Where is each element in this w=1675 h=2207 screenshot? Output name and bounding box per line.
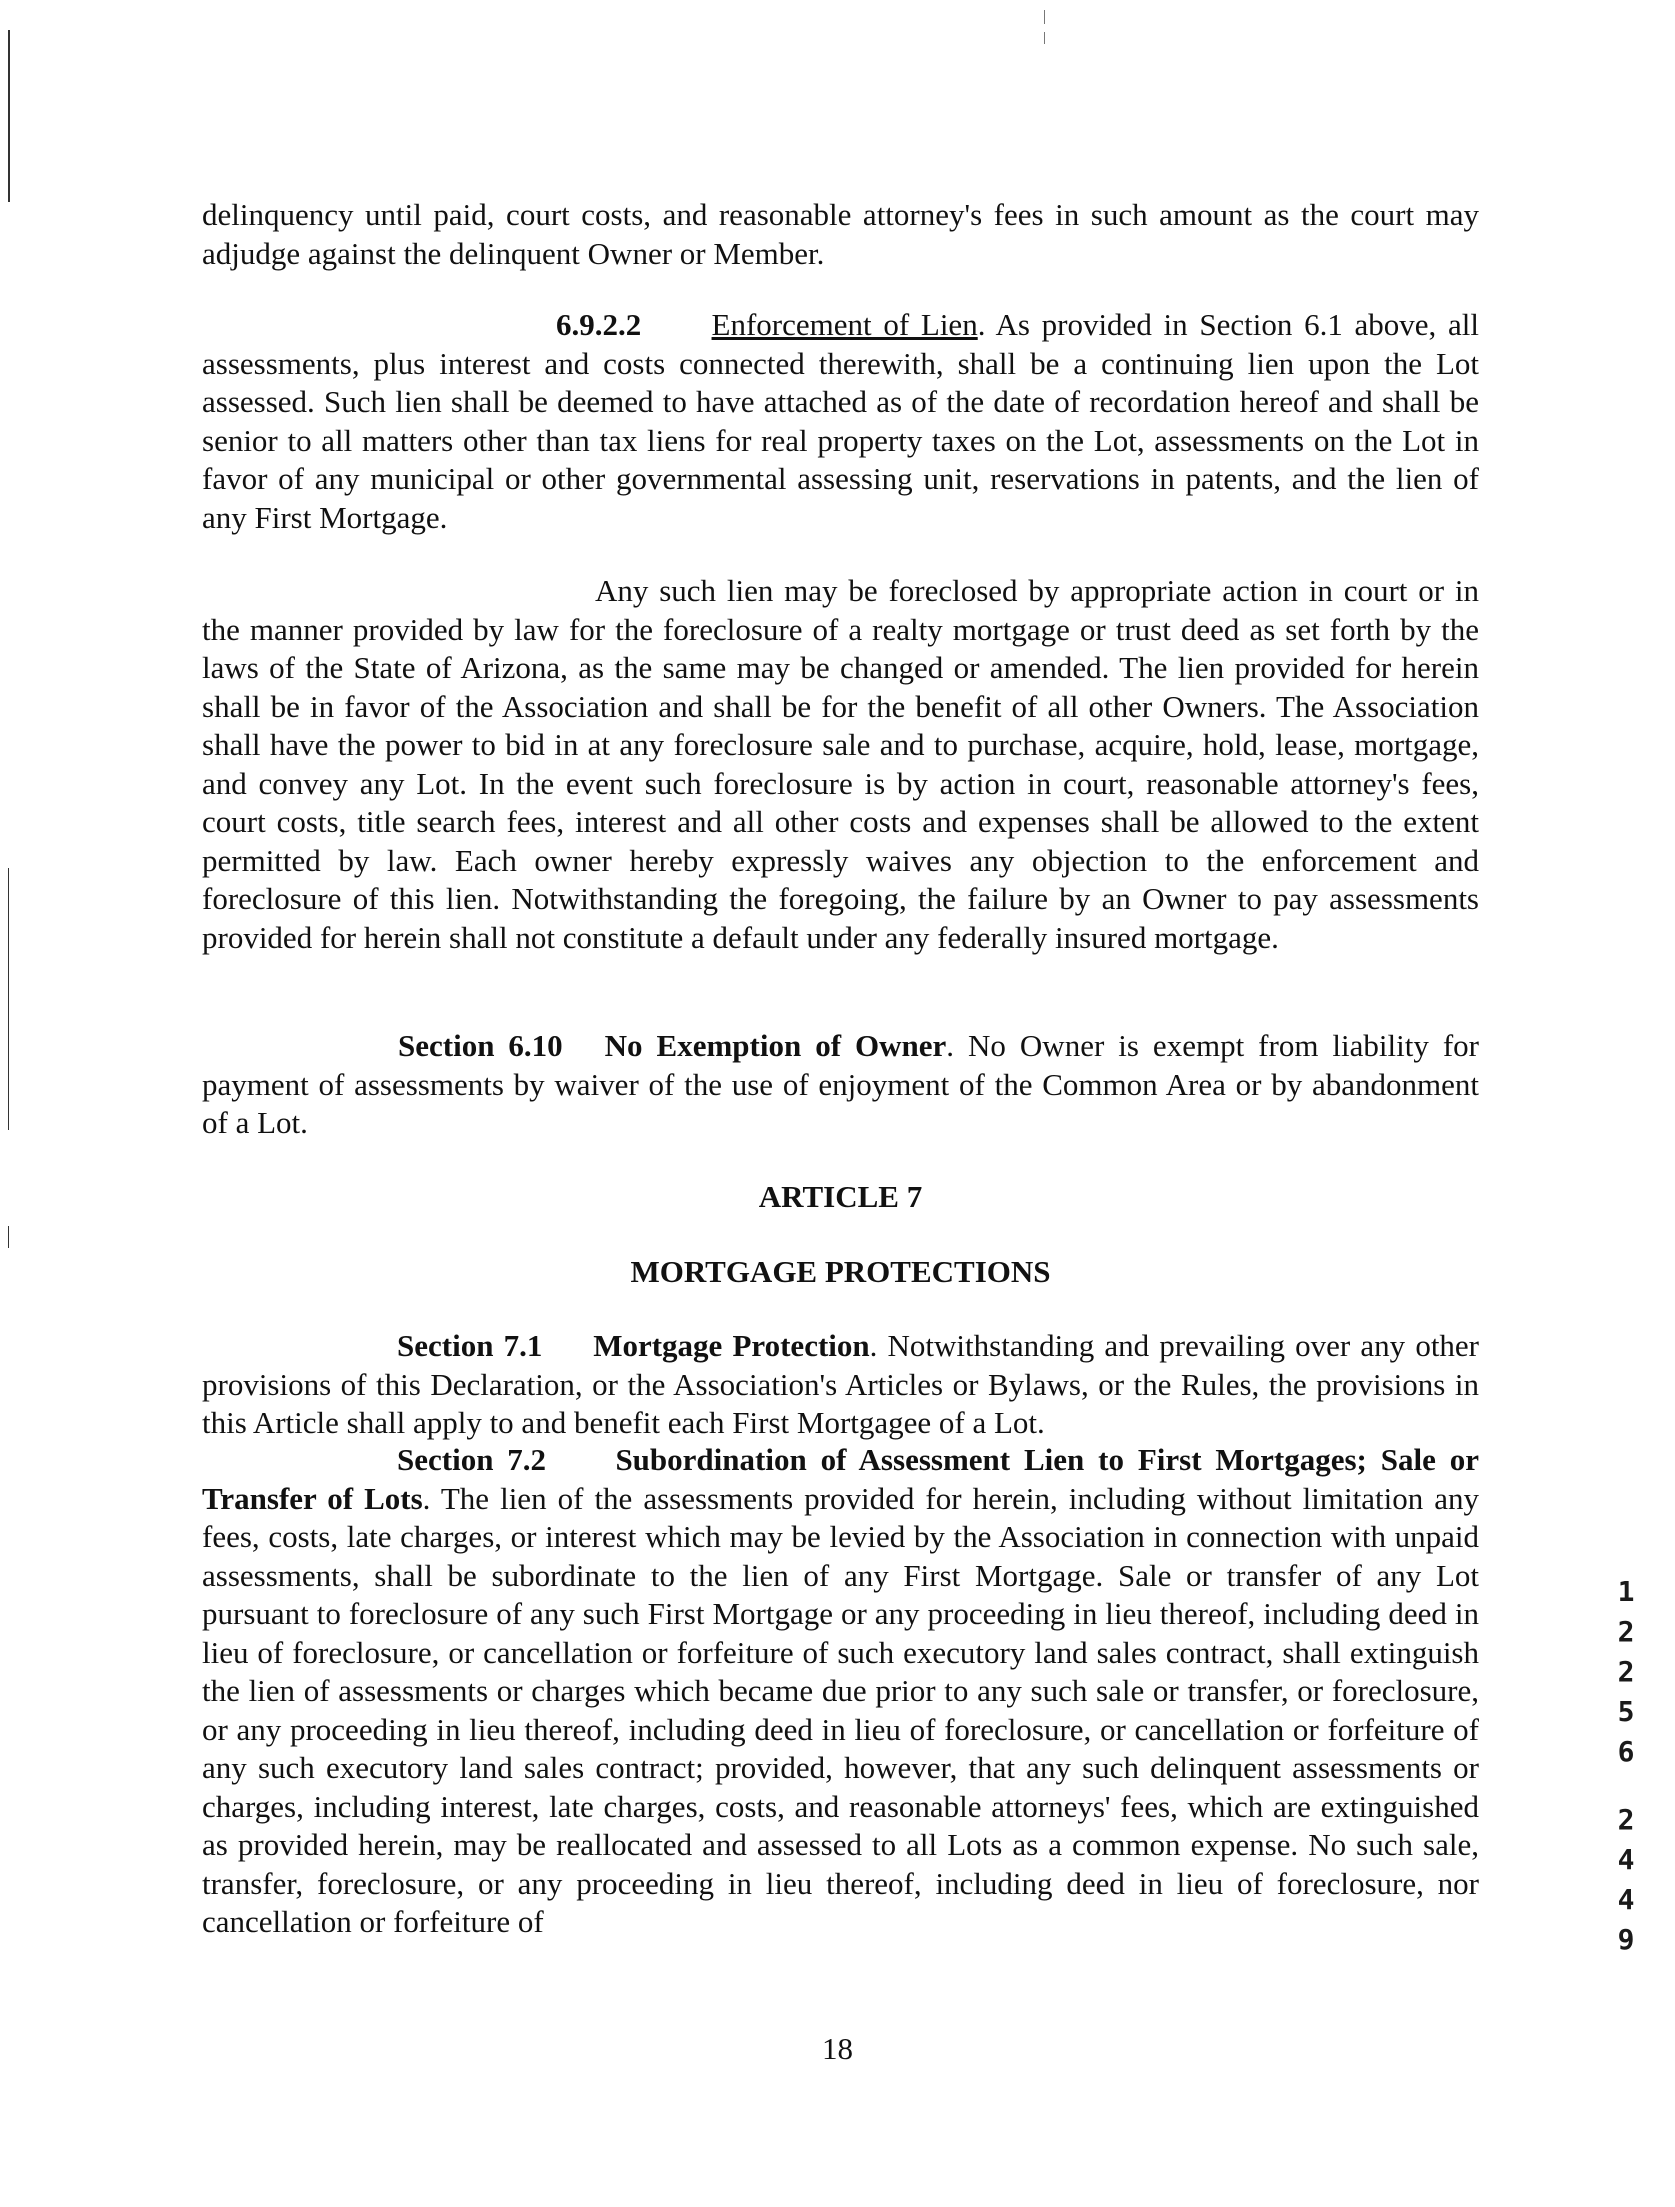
recording-stamp-bottom (1606, 1800, 1646, 1960)
stamp-digit: 4 (1617, 1883, 1635, 1916)
stamp-digit: 2 (1617, 1803, 1635, 1836)
recording-stamp-top (1606, 1572, 1646, 1772)
section-number: Section 7.1 (397, 1328, 543, 1363)
stamp-digit: 5 (1617, 1695, 1635, 1728)
section-number: Section 6.10 (398, 1028, 563, 1063)
paragraph-section-6-10 (202, 1027, 1479, 1143)
stamp-digit: 2 (1617, 1615, 1635, 1648)
stamp-digit: 1 (1617, 1575, 1635, 1608)
subsection-body: . As provided in Section 6.1 above, all assessments, plus interest and costs connected therewith, shall be a continuing lien upon the Lot assessed. Such lien shall be deemed to have attached as of the date of recordation hereof and shall be senior to all matters other than tax liens for real property taxes on the Lot, assessments on the Lot in favor of any municipal or other governmental assessing unit, reservations in patents, and the lien of any First Mortgage. (202, 307, 1479, 535)
scan-margin-mark (8, 1226, 9, 1248)
stamp-digit: 6 (1617, 1735, 1635, 1768)
scan-margin-mark (1044, 32, 1045, 44)
section-body: . No Owner is exempt from liability for payment of assessments by waiver of the use of enjoyment of the Common Area or by abandonment of a Lot. (202, 1028, 1479, 1140)
section-title: No Exemption of Owner (604, 1028, 947, 1063)
paragraph-section-7-1 (202, 1327, 1479, 1443)
paragraph-foreclosure: Any such lien may be foreclosed by appropriate action in court or in the manner provided by law for the foreclosure of a realty mortgage or trust deed as set forth by the laws of the State of Arizona, as the same may be changed or amended. The lien provided for herein shall be in favor of the Association and shall be for the benefit of all other Owners. The Association shall have the power to bid in at any foreclosure sale and to purchase, acquire, hold, lease, mortgage, and convey any Lot. In the event such foreclosure is by action in court, reasonable attorney's fees, court costs, title search fees, interest and all other costs and expenses shall be allowed to the extent permitted by law. Each owner hereby expressly waives any objection to the enforcement and foreclosure of this lien. Notwithstanding the foregoing, the failure by an Owner to pay assessments provided for herein shall not constitute a default under any federally insured mortgage. (202, 573, 1479, 955)
scan-margin-mark (8, 868, 9, 1130)
article-heading: ARTICLE 7 (758, 1179, 923, 1214)
paragraph-section-7-2 (202, 1441, 1479, 1942)
stamp-digit: 2 (1617, 1655, 1635, 1688)
section-title: Mortgage Protection (593, 1328, 870, 1363)
paragraph-continuation: delinquency until paid, court costs, and reasonable attorney's fees in such amount as the court may adjudge against the delinquent Owner or Member. (202, 197, 1479, 271)
scan-margin-mark (8, 30, 10, 202)
stamp-digit: 4 (1617, 1843, 1635, 1876)
section-title: Subordination of Assessment Lien to First Mortgages; Sale or Transfer of Lots (202, 1442, 1480, 1516)
subsection-number: 6.9.2.2 (556, 307, 642, 342)
section-number: Section 7.2 (397, 1442, 547, 1477)
page-number: 18 (822, 2031, 853, 2066)
section-body: . The lien of the assessments provided for herein, including without limitation any fees, costs, late charges, or interest which may be levied by the Association in connection with unpaid assessments, shall be subordinate to the lien of any First Mortgage. Sale or transfer of any Lot pursuant to foreclosure of any such First Mortgage or any proceeding in lieu thereof, including deed in lieu of foreclosure, or cancellation or forfeiture of such executory land sales contract, shall extinguish the lien of assessments or charges which became due prior to any such sale or transfer, or foreclosure, or any proceeding in lieu thereof, including deed in lieu of foreclosure, or cancellation or forfeiture of any such executory land sales contract; provided, however, that any such delinquent assessments or charges, including interest, late charges, costs, and reasonable attorneys' fees, which are extinguished as provided herein, may be reallocated and assessed to all Lots as a common expense. No such sale, transfer, foreclosure, or any proceeding in lieu thereof, including deed in lieu of foreclosure, nor cancellation or forfeiture of (202, 1480, 1479, 1939)
stamp-digit: 9 (1617, 1923, 1635, 1956)
paragraph-6-9-2-2 (202, 306, 1479, 537)
section-body: . Notwithstanding and prevailing over any other provisions of this Declaration, or the Association's Articles or Bylaws, or the Rules, the provisions in this Article shall apply to and benefit each First Mortgagee of a Lot. (202, 1328, 1480, 1440)
article-title: MORTGAGE PROTECTIONS (630, 1254, 1051, 1289)
subsection-title: Enforcement of Lien (711, 307, 978, 342)
scan-margin-mark (1044, 10, 1045, 24)
